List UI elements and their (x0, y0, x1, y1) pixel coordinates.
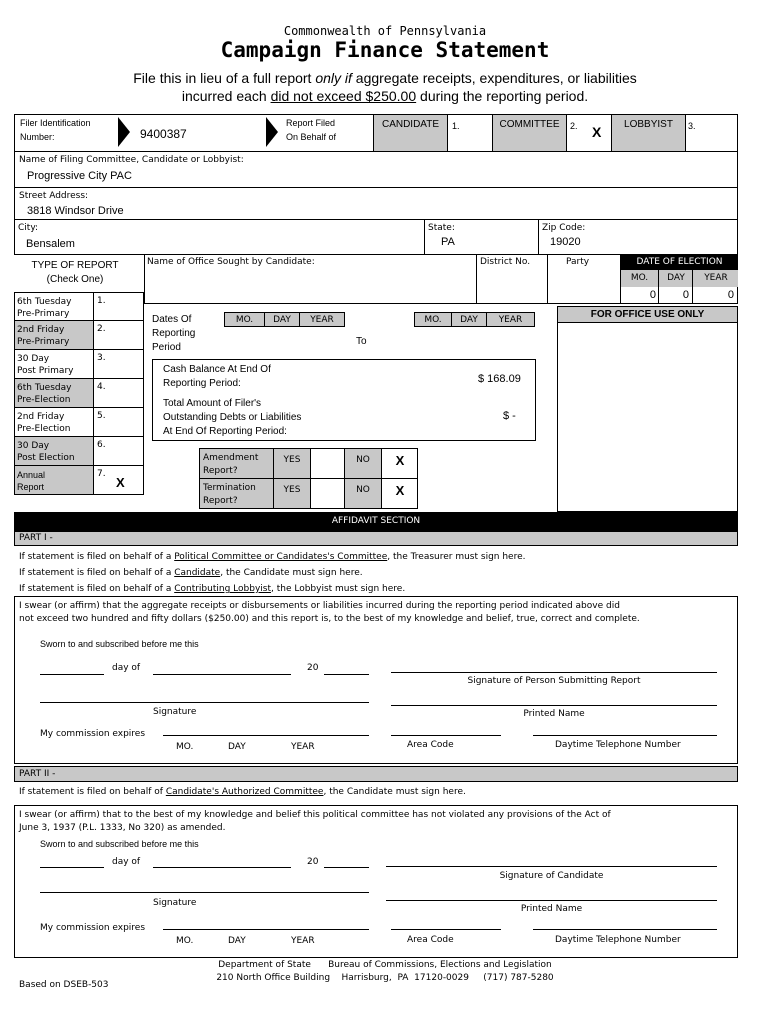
printed-name-line-2[interactable] (386, 900, 717, 901)
to-label: To (356, 336, 367, 347)
office-sought-label: Name of Office Sought by Candidate: (147, 257, 315, 267)
commission-line-2[interactable] (163, 929, 369, 930)
part1-line-1: If statement is filed on behalf of a Political Committee or Candidates's Committee, the Treasurer must sign here. (19, 552, 526, 562)
state-heading: Commonwealth of Pennsylvania (283, 24, 487, 38)
printed-name-label: Printed Name (523, 709, 585, 719)
page-title: Campaign Finance Statement (220, 38, 550, 62)
day-label-2: DAY (228, 936, 246, 946)
arrow-right-icon (266, 117, 278, 147)
area-code-label-2: Area Code (407, 935, 454, 945)
printed-name-label-2: Printed Name (520, 904, 583, 914)
divider (476, 254, 477, 304)
year-label-2: YEAR (291, 936, 315, 946)
day-line-2[interactable] (40, 867, 104, 868)
signature-label-2: Signature (153, 898, 197, 908)
year-line[interactable] (324, 674, 369, 675)
report-type-number: 3. (97, 353, 106, 363)
report-type-number: 5. (97, 411, 106, 421)
notary-signature-line[interactable] (40, 702, 369, 703)
mo-label-2: MO. (176, 936, 194, 946)
report-type-number: 6. (97, 440, 106, 450)
report-type-line-1: 2nd Friday (17, 325, 65, 335)
mo-label: MO. (176, 742, 194, 752)
sig-person-label: Signature of Person Submitting Report (467, 676, 641, 686)
day-line[interactable] (40, 674, 104, 675)
report-type-line-2: Post Primary (17, 366, 74, 376)
office-use-box (557, 322, 738, 512)
twenty-label: 20 (307, 663, 319, 673)
month-line-2[interactable] (153, 867, 291, 868)
report-type-line-2: Pre-Election (17, 395, 71, 405)
type-of-report-title: TYPE OF REPORT (Check One) (31, 260, 119, 285)
sig-candidate-label: Signature of Candidate (499, 871, 604, 881)
election-day-label: DAY (667, 273, 685, 283)
report-type-label (14, 292, 94, 321)
instruction-line-1: File this in lieu of a full report only if aggregate receipts, expenditures, or liabilities (133, 70, 637, 86)
report-type-number: 7. (97, 469, 106, 479)
report-type-number: 2. (97, 324, 106, 334)
debts-label: Total Amount of Filer's Outstanding Debts or Liabilities At End Of Reporting Period: (163, 398, 302, 437)
report-type-checkbox[interactable] (94, 437, 144, 466)
part1-line-2: If statement is filed on behalf of a Candidate, the Candidate must sign here. (19, 568, 363, 578)
commission-line[interactable] (163, 735, 369, 736)
report-type-label (14, 350, 94, 379)
state-field[interactable]: State: PA (428, 223, 455, 248)
footer-address: 210 North Office Building Harrisburg, PA 17120-0029 (717) 787-5280 (216, 973, 554, 983)
zip-field[interactable]: Zip Code: 19020 (542, 223, 586, 248)
arrow-right-icon (118, 117, 130, 147)
termination-no[interactable]: NO (344, 479, 381, 508)
report-type-line-1: 6th Tuesday (17, 297, 72, 307)
report-type-checkbox[interactable] (94, 408, 144, 437)
debts-value[interactable]: $ - (503, 410, 516, 422)
printed-name-line[interactable] (391, 705, 717, 706)
report-type-line-2: Pre-Election (17, 424, 71, 434)
swear2-text-1: I swear (or affirm) that to the best of my knowledge and belief this political committee has not violated any provisions of the Act of (19, 810, 611, 820)
election-year-label: YEAR (704, 273, 728, 283)
year-label: YEAR (291, 742, 315, 752)
behalf-label: Report Filed On Behalf of (286, 118, 337, 142)
report-type-line-2: Pre-Primary (17, 309, 70, 319)
report-type-checkbox[interactable] (94, 466, 144, 495)
report-type-label (14, 466, 94, 495)
report-type-line-1: Annual (17, 470, 46, 480)
report-type-line-2: Report (17, 482, 45, 492)
swear2-text-2: June 3, 1937 (P.L. 1333, No 320) as amended. (19, 823, 226, 833)
election-year-value[interactable]: 0 (727, 289, 734, 301)
report-type-label (14, 408, 94, 437)
committee-number: 2. (570, 121, 578, 131)
filer-id-label: Filer Identification Number: (20, 118, 91, 142)
termination-yes[interactable]: YES (273, 479, 310, 508)
election-day-value[interactable]: 0 (682, 289, 689, 301)
report-type-checkbox[interactable] (94, 379, 144, 408)
affidavit-header: AFFIDAVIT SECTION (14, 512, 738, 531)
date-to-header: MO. DAY YEAR (414, 312, 535, 327)
name-field[interactable]: Name of Filing Committee, Candidate or Lobbyist: Progressive City PAC (14, 151, 738, 188)
part1-line-3: If statement is filed on behalf of a Contributing Lobbyist, the Lobbyist must sign here. (19, 584, 406, 594)
report-type-checkmark: X (116, 475, 125, 490)
amendment-yes[interactable]: YES (273, 449, 310, 478)
filer-id-value[interactable]: 9400387 (140, 127, 187, 141)
swear-text-2: not exceed two hundred and fifty dollars ($250.00) and this report is, to the best of my knowledge and belief, true, correct and complete. (19, 614, 640, 624)
candidate-signature-line[interactable] (386, 866, 717, 867)
report-type-line-1: 30 Day (17, 354, 50, 364)
part-1-header: PART I - (14, 531, 738, 546)
cash-balance-value[interactable]: $ 168.09 (478, 373, 521, 385)
office-use-header: FOR OFFICE USE ONLY (557, 306, 738, 323)
divider (547, 254, 548, 304)
candidate-option[interactable]: CANDIDATE (373, 114, 448, 152)
signature-label: Signature (153, 707, 197, 717)
amendment-label-cell: Amendment Report? (200, 449, 273, 478)
party-label: Party (566, 257, 590, 267)
phone-label: Daytime Telephone Number (555, 740, 681, 750)
date-of-election-header: DATE OF ELECTION (621, 255, 738, 270)
amendment-no-checkmark[interactable]: X (381, 449, 418, 478)
committee-option[interactable]: COMMITTEE (492, 114, 567, 152)
report-type-label (14, 379, 94, 408)
phone-line-2[interactable] (533, 929, 717, 930)
report-type-line-2: Post Election (17, 453, 75, 463)
report-type-label (14, 437, 94, 466)
committee-checkmark[interactable]: X (592, 124, 602, 140)
footer-dept: Department of State Bureau of Commissions, Elections and Legislation (218, 960, 552, 970)
footer-based-on: Based on DSEB-503 (19, 980, 109, 990)
report-type-line-1: 2nd Friday (17, 412, 65, 422)
area-code-label: Area Code (407, 740, 454, 750)
report-type-line-2: Pre-Primary (17, 337, 70, 347)
dates-label: Dates Of Reporting Period (152, 314, 196, 353)
notary-signature-line-2[interactable] (40, 892, 369, 893)
lobbyist-option[interactable]: LOBBYIST (611, 114, 686, 152)
street-field[interactable]: Street Address: 3818 Windsor Drive (14, 187, 738, 220)
cash-balance-label: Cash Balance At End Of Reporting Period: (163, 364, 271, 389)
date-from-header: MO. DAY YEAR (224, 312, 345, 327)
amendment-yes-box[interactable] (310, 449, 345, 478)
day-of-label: day of (112, 663, 141, 673)
area-code-line-2[interactable] (391, 929, 501, 930)
sworn-label: Sworn to and subscribed before me this (40, 639, 199, 649)
election-mo-value[interactable]: 0 (649, 289, 656, 301)
report-type-checkbox[interactable] (94, 350, 144, 379)
sworn-label-2: Sworn to and subscribed before me this (40, 839, 199, 849)
part2-line: If statement is filed on behalf of Candidate's Authorized Committee, the Candidate must sign here. (19, 787, 466, 797)
election-mo-label: MO. (630, 273, 649, 283)
termination-label-cell: Termination Report? (200, 479, 273, 508)
report-type-number: 1. (97, 296, 106, 306)
report-type-line-1: 30 Day (17, 441, 50, 451)
candidate-number: 1. (452, 121, 460, 131)
termination-no-checkmark[interactable]: X (381, 479, 418, 508)
part-2-header: PART II - (14, 766, 738, 782)
city-field[interactable]: City: Bensalem (18, 223, 75, 250)
amendment-no[interactable]: NO (344, 449, 381, 478)
day-of-label-2: day of (112, 857, 141, 867)
report-type-label (14, 321, 94, 350)
report-type-number: 4. (97, 382, 106, 392)
phone-label-2: Daytime Telephone Number (555, 935, 681, 945)
district-label: District No. (480, 257, 531, 267)
report-type-checkbox[interactable] (94, 321, 144, 350)
day-label: DAY (228, 742, 246, 752)
phone-line[interactable] (533, 735, 717, 736)
swear-text-1: I swear (or affirm) that the aggregate receipts or disbursements or liabilities incurred during the reporting period indicated above did (19, 601, 620, 611)
month-line[interactable] (153, 674, 291, 675)
year-line-2[interactable] (324, 867, 369, 868)
area-code-line[interactable] (391, 735, 501, 736)
signature-person-line[interactable] (391, 672, 717, 673)
termination-yes-box[interactable] (310, 479, 345, 508)
commission-label-2: My commission expires (40, 923, 146, 933)
commission-label: My commission expires (40, 729, 146, 739)
report-type-line-1: 6th Tuesday (17, 383, 72, 393)
instruction-line-2: incurred each did not exceed $250.00 during the reporting period. (181, 88, 589, 104)
lobbyist-number: 3. (688, 121, 696, 131)
twenty-label-2: 20 (307, 857, 319, 867)
report-type-checkbox[interactable] (94, 292, 144, 321)
